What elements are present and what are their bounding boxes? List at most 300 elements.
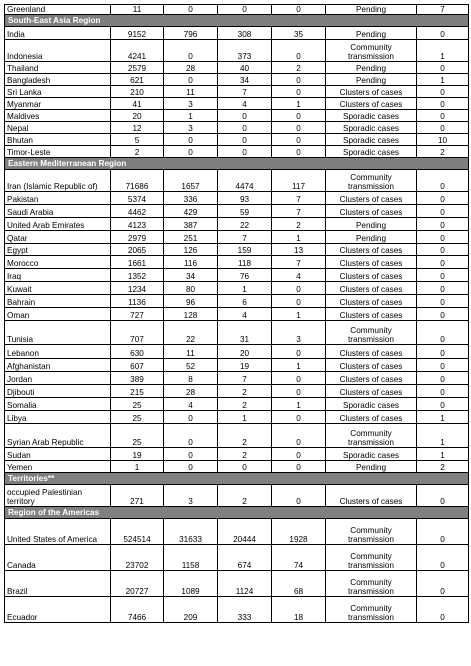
table-row xyxy=(5,448,469,461)
total-deaths-cell: 0 xyxy=(218,122,272,134)
new-deaths-cell: 3 xyxy=(272,321,326,345)
country-cell: Tunisia xyxy=(5,321,111,345)
days-since-last-case-cell: 0 xyxy=(417,295,469,308)
new-deaths-cell: 0 xyxy=(272,372,326,385)
country-cell: Bahrain xyxy=(5,295,111,308)
transmission-classification-cell: Community transmission xyxy=(326,424,417,448)
transmission-classification-cell: Community transmission xyxy=(326,597,417,623)
country-cell: Sudan xyxy=(5,448,111,461)
total-confirmed-cases-cell: 607 xyxy=(111,359,164,372)
table-row xyxy=(5,519,469,545)
country-cell: Ecuador xyxy=(5,597,111,623)
total-confirmed-cases-cell: 41 xyxy=(111,98,164,110)
table-body xyxy=(5,5,469,623)
total-confirmed-cases-cell: 1234 xyxy=(111,282,164,295)
table-row xyxy=(5,345,469,359)
new-confirmed-cases-cell: 3 xyxy=(164,98,218,110)
country-cell: Maldives xyxy=(5,110,111,122)
total-confirmed-cases-cell: 25 xyxy=(111,411,164,424)
country-cell: Nepal xyxy=(5,122,111,134)
total-deaths-cell: 2 xyxy=(218,398,272,411)
country-cell: Pakistan xyxy=(5,192,111,205)
new-confirmed-cases-cell: 251 xyxy=(164,231,218,244)
days-since-last-case-cell: 10 xyxy=(417,134,469,146)
total-confirmed-cases-cell: 5374 xyxy=(111,192,164,205)
days-since-last-case-cell: 0 xyxy=(417,256,469,269)
days-since-last-case-cell: 1 xyxy=(417,411,469,424)
new-deaths-cell: 0 xyxy=(272,110,326,122)
days-since-last-case-cell: 0 xyxy=(417,218,469,231)
country-cell: Bangladesh xyxy=(5,74,111,86)
total-deaths-cell: 0 xyxy=(218,146,272,158)
transmission-classification-cell: Clusters of cases xyxy=(326,269,417,282)
days-since-last-case-cell: 7 xyxy=(417,5,469,15)
new-deaths-cell: 0 xyxy=(272,461,326,473)
country-cell: Thailand xyxy=(5,62,111,74)
transmission-classification-cell: Pending xyxy=(326,5,417,15)
total-confirmed-cases-cell: 7466 xyxy=(111,597,164,623)
total-deaths-cell: 40 xyxy=(218,62,272,74)
transmission-classification-cell: Sporadic cases xyxy=(326,134,417,146)
days-since-last-case-cell: 1 xyxy=(417,424,469,448)
days-since-last-case-cell: 0 xyxy=(417,485,469,507)
new-deaths-cell: 1 xyxy=(272,398,326,411)
table-row xyxy=(5,134,469,146)
transmission-classification-cell: Clusters of cases xyxy=(326,98,417,110)
total-confirmed-cases-cell: 12 xyxy=(111,122,164,134)
new-confirmed-cases-cell: 3 xyxy=(164,485,218,507)
new-confirmed-cases-cell: 336 xyxy=(164,192,218,205)
country-cell: United Arab Emirates xyxy=(5,218,111,231)
new-deaths-cell: 0 xyxy=(272,40,326,62)
new-confirmed-cases-cell: 3 xyxy=(164,122,218,134)
total-confirmed-cases-cell: 2 xyxy=(111,146,164,158)
days-since-last-case-cell: 1 xyxy=(417,74,469,86)
new-deaths-cell: 7 xyxy=(272,192,326,205)
new-confirmed-cases-cell: 0 xyxy=(164,424,218,448)
days-since-last-case-cell: 0 xyxy=(417,372,469,385)
transmission-classification-cell: Clusters of cases xyxy=(326,345,417,359)
transmission-classification-cell: Clusters of cases xyxy=(326,282,417,295)
new-deaths-cell: 0 xyxy=(272,146,326,158)
total-deaths-cell: 19 xyxy=(218,359,272,372)
country-cell: Bhutan xyxy=(5,134,111,146)
transmission-classification-cell: Pending xyxy=(326,62,417,74)
new-deaths-cell: 35 xyxy=(272,27,326,40)
table-row xyxy=(5,74,469,86)
table-row xyxy=(5,62,469,74)
total-confirmed-cases-cell: 2979 xyxy=(111,231,164,244)
transmission-classification-cell: Community transmission xyxy=(326,571,417,597)
days-since-last-case-cell: 0 xyxy=(417,359,469,372)
transmission-classification-cell: Community transmission xyxy=(326,321,417,345)
new-confirmed-cases-cell: 96 xyxy=(164,295,218,308)
table-row xyxy=(5,385,469,398)
new-deaths-cell: 0 xyxy=(272,385,326,398)
new-deaths-cell: 0 xyxy=(272,86,326,98)
table-row xyxy=(5,545,469,571)
total-deaths-cell: 333 xyxy=(218,597,272,623)
new-deaths-cell: 0 xyxy=(272,424,326,448)
total-confirmed-cases-cell: 621 xyxy=(111,74,164,86)
country-cell: Iraq xyxy=(5,269,111,282)
total-deaths-cell: 20444 xyxy=(218,519,272,545)
country-cell: Djibouti xyxy=(5,385,111,398)
country-cell: Iran (Islamic Republic of) xyxy=(5,170,111,192)
total-deaths-cell: 373 xyxy=(218,40,272,62)
region-header: Region of the Americas xyxy=(5,507,469,519)
region-header-row xyxy=(5,15,469,27)
days-since-last-case-cell: 0 xyxy=(417,205,469,218)
new-confirmed-cases-cell: 1657 xyxy=(164,170,218,192)
new-deaths-cell: 7 xyxy=(272,256,326,269)
new-confirmed-cases-cell: 4 xyxy=(164,398,218,411)
days-since-last-case-cell: 0 xyxy=(417,321,469,345)
country-cell: Greenland xyxy=(5,5,111,15)
new-confirmed-cases-cell: 0 xyxy=(164,411,218,424)
new-deaths-cell: 1 xyxy=(272,359,326,372)
table-row xyxy=(5,244,469,256)
table-row xyxy=(5,98,469,110)
table-row xyxy=(5,282,469,295)
table-row xyxy=(5,170,469,192)
transmission-classification-cell: Sporadic cases xyxy=(326,146,417,158)
transmission-classification-cell: Community transmission xyxy=(326,40,417,62)
days-since-last-case-cell: 2 xyxy=(417,461,469,473)
transmission-classification-cell: Sporadic cases xyxy=(326,398,417,411)
total-confirmed-cases-cell: 524514 xyxy=(111,519,164,545)
total-confirmed-cases-cell: 20727 xyxy=(111,571,164,597)
new-confirmed-cases-cell: 0 xyxy=(164,134,218,146)
table-row xyxy=(5,398,469,411)
new-deaths-cell: 1 xyxy=(272,231,326,244)
total-deaths-cell: 2 xyxy=(218,448,272,461)
transmission-classification-cell: Pending xyxy=(326,231,417,244)
total-confirmed-cases-cell: 215 xyxy=(111,385,164,398)
table-row xyxy=(5,110,469,122)
total-deaths-cell: 2 xyxy=(218,385,272,398)
region-header: Eastern Mediterranean Region xyxy=(5,158,469,170)
total-confirmed-cases-cell: 389 xyxy=(111,372,164,385)
total-confirmed-cases-cell: 630 xyxy=(111,345,164,359)
total-confirmed-cases-cell: 71686 xyxy=(111,170,164,192)
total-deaths-cell: 7 xyxy=(218,372,272,385)
table-row xyxy=(5,321,469,345)
total-deaths-cell: 308 xyxy=(218,27,272,40)
table-row xyxy=(5,461,469,473)
country-cell: Myanmar xyxy=(5,98,111,110)
new-confirmed-cases-cell: 11 xyxy=(164,86,218,98)
transmission-classification-cell: Clusters of cases xyxy=(326,205,417,218)
days-since-last-case-cell: 0 xyxy=(417,244,469,256)
new-deaths-cell: 18 xyxy=(272,597,326,623)
total-deaths-cell: 1 xyxy=(218,282,272,295)
days-since-last-case-cell: 0 xyxy=(417,571,469,597)
total-deaths-cell: 20 xyxy=(218,345,272,359)
transmission-classification-cell: Clusters of cases xyxy=(326,359,417,372)
country-cell: India xyxy=(5,27,111,40)
country-cell: Indonesia xyxy=(5,40,111,62)
table-row xyxy=(5,256,469,269)
days-since-last-case-cell: 2 xyxy=(417,146,469,158)
country-cell: Egypt xyxy=(5,244,111,256)
new-confirmed-cases-cell: 28 xyxy=(164,62,218,74)
transmission-classification-cell: Clusters of cases xyxy=(326,192,417,205)
total-confirmed-cases-cell: 9152 xyxy=(111,27,164,40)
total-confirmed-cases-cell: 5 xyxy=(111,134,164,146)
new-confirmed-cases-cell: 0 xyxy=(164,74,218,86)
transmission-classification-cell: Clusters of cases xyxy=(326,485,417,507)
total-deaths-cell: 0 xyxy=(218,134,272,146)
total-confirmed-cases-cell: 4462 xyxy=(111,205,164,218)
country-cell: Canada xyxy=(5,545,111,571)
total-deaths-cell: 0 xyxy=(218,5,272,15)
days-since-last-case-cell: 0 xyxy=(417,398,469,411)
new-deaths-cell: 0 xyxy=(272,485,326,507)
new-confirmed-cases-cell: 28 xyxy=(164,385,218,398)
table-row xyxy=(5,571,469,597)
total-deaths-cell: 7 xyxy=(218,86,272,98)
country-cell: Afghanistan xyxy=(5,359,111,372)
total-deaths-cell: 6 xyxy=(218,295,272,308)
days-since-last-case-cell: 0 xyxy=(417,170,469,192)
total-deaths-cell: 4 xyxy=(218,308,272,321)
new-confirmed-cases-cell: 22 xyxy=(164,321,218,345)
region-header: Territories** xyxy=(5,473,469,485)
country-cell: Yemen xyxy=(5,461,111,473)
days-since-last-case-cell: 0 xyxy=(417,597,469,623)
total-deaths-cell: 4474 xyxy=(218,170,272,192)
total-confirmed-cases-cell: 25 xyxy=(111,398,164,411)
new-confirmed-cases-cell: 11 xyxy=(164,345,218,359)
total-deaths-cell: 4 xyxy=(218,98,272,110)
new-confirmed-cases-cell: 209 xyxy=(164,597,218,623)
new-confirmed-cases-cell: 1089 xyxy=(164,571,218,597)
new-deaths-cell: 0 xyxy=(272,345,326,359)
total-deaths-cell: 0 xyxy=(218,110,272,122)
new-deaths-cell: 0 xyxy=(272,448,326,461)
table-row xyxy=(5,231,469,244)
total-deaths-cell: 76 xyxy=(218,269,272,282)
new-deaths-cell: 0 xyxy=(272,122,326,134)
situation-report-table-section xyxy=(4,4,468,623)
total-confirmed-cases-cell: 727 xyxy=(111,308,164,321)
new-confirmed-cases-cell: 387 xyxy=(164,218,218,231)
new-confirmed-cases-cell: 52 xyxy=(164,359,218,372)
new-deaths-cell: 0 xyxy=(272,282,326,295)
new-deaths-cell: 0 xyxy=(272,411,326,424)
total-confirmed-cases-cell: 1352 xyxy=(111,269,164,282)
country-cell: Qatar xyxy=(5,231,111,244)
total-confirmed-cases-cell: 19 xyxy=(111,448,164,461)
table-row xyxy=(5,192,469,205)
days-since-last-case-cell: 0 xyxy=(417,519,469,545)
days-since-last-case-cell: 1 xyxy=(417,40,469,62)
country-cell: Syrian Arab Republic xyxy=(5,424,111,448)
total-deaths-cell: 7 xyxy=(218,231,272,244)
total-confirmed-cases-cell: 210 xyxy=(111,86,164,98)
total-confirmed-cases-cell: 11 xyxy=(111,5,164,15)
new-confirmed-cases-cell: 126 xyxy=(164,244,218,256)
country-cell: Timor-Leste xyxy=(5,146,111,158)
transmission-classification-cell: Clusters of cases xyxy=(326,244,417,256)
country-cell: Lebanon xyxy=(5,345,111,359)
new-deaths-cell: 74 xyxy=(272,545,326,571)
table-row xyxy=(5,295,469,308)
total-confirmed-cases-cell: 2065 xyxy=(111,244,164,256)
transmission-classification-cell: Pending xyxy=(326,218,417,231)
transmission-classification-cell: Clusters of cases xyxy=(326,86,417,98)
total-confirmed-cases-cell: 1136 xyxy=(111,295,164,308)
table-row xyxy=(5,308,469,321)
country-cell: Saudi Arabia xyxy=(5,205,111,218)
region-header-row xyxy=(5,507,469,519)
new-confirmed-cases-cell: 0 xyxy=(164,5,218,15)
transmission-classification-cell: Clusters of cases xyxy=(326,256,417,269)
country-cell: Morocco xyxy=(5,256,111,269)
new-deaths-cell: 0 xyxy=(272,295,326,308)
table-row xyxy=(5,359,469,372)
transmission-classification-cell: Community transmission xyxy=(326,519,417,545)
new-confirmed-cases-cell: 0 xyxy=(164,461,218,473)
transmission-classification-cell: Clusters of cases xyxy=(326,372,417,385)
new-confirmed-cases-cell: 34 xyxy=(164,269,218,282)
transmission-classification-cell: Pending xyxy=(326,74,417,86)
total-confirmed-cases-cell: 4241 xyxy=(111,40,164,62)
country-cell: Sri Lanka xyxy=(5,86,111,98)
new-deaths-cell: 1928 xyxy=(272,519,326,545)
new-deaths-cell: 117 xyxy=(272,170,326,192)
table-row xyxy=(5,269,469,282)
total-confirmed-cases-cell: 271 xyxy=(111,485,164,507)
table-row xyxy=(5,411,469,424)
total-deaths-cell: 118 xyxy=(218,256,272,269)
days-since-last-case-cell: 0 xyxy=(417,345,469,359)
transmission-classification-cell: Sporadic cases xyxy=(326,448,417,461)
new-confirmed-cases-cell: 1 xyxy=(164,110,218,122)
transmission-classification-cell: Sporadic cases xyxy=(326,110,417,122)
table-row xyxy=(5,40,469,62)
days-since-last-case-cell: 0 xyxy=(417,27,469,40)
table-row xyxy=(5,27,469,40)
region-header: South-East Asia Region xyxy=(5,15,469,27)
country-cell: Oman xyxy=(5,308,111,321)
total-deaths-cell: 34 xyxy=(218,74,272,86)
transmission-classification-cell: Pending xyxy=(326,27,417,40)
days-since-last-case-cell: 0 xyxy=(417,62,469,74)
country-cell: Libya xyxy=(5,411,111,424)
table-row xyxy=(5,597,469,623)
total-deaths-cell: 2 xyxy=(218,424,272,448)
new-deaths-cell: 7 xyxy=(272,205,326,218)
country-cell: Brazil xyxy=(5,571,111,597)
total-confirmed-cases-cell: 25 xyxy=(111,424,164,448)
total-confirmed-cases-cell: 1 xyxy=(111,461,164,473)
days-since-last-case-cell: 0 xyxy=(417,269,469,282)
days-since-last-case-cell: 0 xyxy=(417,385,469,398)
total-deaths-cell: 59 xyxy=(218,205,272,218)
days-since-last-case-cell: 0 xyxy=(417,231,469,244)
region-header-row xyxy=(5,158,469,170)
total-deaths-cell: 0 xyxy=(218,461,272,473)
table-row xyxy=(5,424,469,448)
country-cell: United States of America xyxy=(5,519,111,545)
table-row xyxy=(5,218,469,231)
total-deaths-cell: 93 xyxy=(218,192,272,205)
new-confirmed-cases-cell: 0 xyxy=(164,146,218,158)
transmission-classification-cell: Clusters of cases xyxy=(326,411,417,424)
transmission-classification-cell: Clusters of cases xyxy=(326,295,417,308)
days-since-last-case-cell: 0 xyxy=(417,110,469,122)
country-cell: Jordan xyxy=(5,372,111,385)
new-confirmed-cases-cell: 429 xyxy=(164,205,218,218)
new-deaths-cell: 68 xyxy=(272,571,326,597)
new-confirmed-cases-cell: 0 xyxy=(164,448,218,461)
total-confirmed-cases-cell: 20 xyxy=(111,110,164,122)
new-deaths-cell: 4 xyxy=(272,269,326,282)
new-confirmed-cases-cell: 31633 xyxy=(164,519,218,545)
total-deaths-cell: 159 xyxy=(218,244,272,256)
total-confirmed-cases-cell: 4123 xyxy=(111,218,164,231)
table-row xyxy=(5,5,469,15)
table-row xyxy=(5,205,469,218)
new-confirmed-cases-cell: 796 xyxy=(164,27,218,40)
country-cases-table xyxy=(4,4,469,623)
days-since-last-case-cell: 0 xyxy=(417,98,469,110)
new-confirmed-cases-cell: 116 xyxy=(164,256,218,269)
new-deaths-cell: 0 xyxy=(272,5,326,15)
transmission-classification-cell: Clusters of cases xyxy=(326,385,417,398)
table-row xyxy=(5,86,469,98)
new-confirmed-cases-cell: 1158 xyxy=(164,545,218,571)
days-since-last-case-cell: 0 xyxy=(417,282,469,295)
country-cell: occupied Palestinian territory xyxy=(5,485,111,507)
days-since-last-case-cell: 0 xyxy=(417,122,469,134)
days-since-last-case-cell: 0 xyxy=(417,192,469,205)
table-row xyxy=(5,485,469,507)
transmission-classification-cell: Pending xyxy=(326,461,417,473)
table-row xyxy=(5,146,469,158)
new-deaths-cell: 1 xyxy=(272,98,326,110)
transmission-classification-cell: Clusters of cases xyxy=(326,308,417,321)
new-deaths-cell: 0 xyxy=(272,74,326,86)
new-deaths-cell: 0 xyxy=(272,134,326,146)
region-header-row xyxy=(5,473,469,485)
new-confirmed-cases-cell: 0 xyxy=(164,40,218,62)
new-confirmed-cases-cell: 80 xyxy=(164,282,218,295)
days-since-last-case-cell: 1 xyxy=(417,448,469,461)
new-confirmed-cases-cell: 8 xyxy=(164,372,218,385)
table-row xyxy=(5,372,469,385)
days-since-last-case-cell: 0 xyxy=(417,86,469,98)
total-confirmed-cases-cell: 1661 xyxy=(111,256,164,269)
total-deaths-cell: 1 xyxy=(218,411,272,424)
new-deaths-cell: 2 xyxy=(272,218,326,231)
total-deaths-cell: 2 xyxy=(218,485,272,507)
transmission-classification-cell: Community transmission xyxy=(326,170,417,192)
table-row xyxy=(5,122,469,134)
new-deaths-cell: 1 xyxy=(272,308,326,321)
total-confirmed-cases-cell: 707 xyxy=(111,321,164,345)
days-since-last-case-cell: 0 xyxy=(417,545,469,571)
new-deaths-cell: 13 xyxy=(272,244,326,256)
total-confirmed-cases-cell: 23702 xyxy=(111,545,164,571)
transmission-classification-cell: Community transmission xyxy=(326,545,417,571)
new-confirmed-cases-cell: 128 xyxy=(164,308,218,321)
total-deaths-cell: 674 xyxy=(218,545,272,571)
transmission-classification-cell: Sporadic cases xyxy=(326,122,417,134)
days-since-last-case-cell: 0 xyxy=(417,308,469,321)
